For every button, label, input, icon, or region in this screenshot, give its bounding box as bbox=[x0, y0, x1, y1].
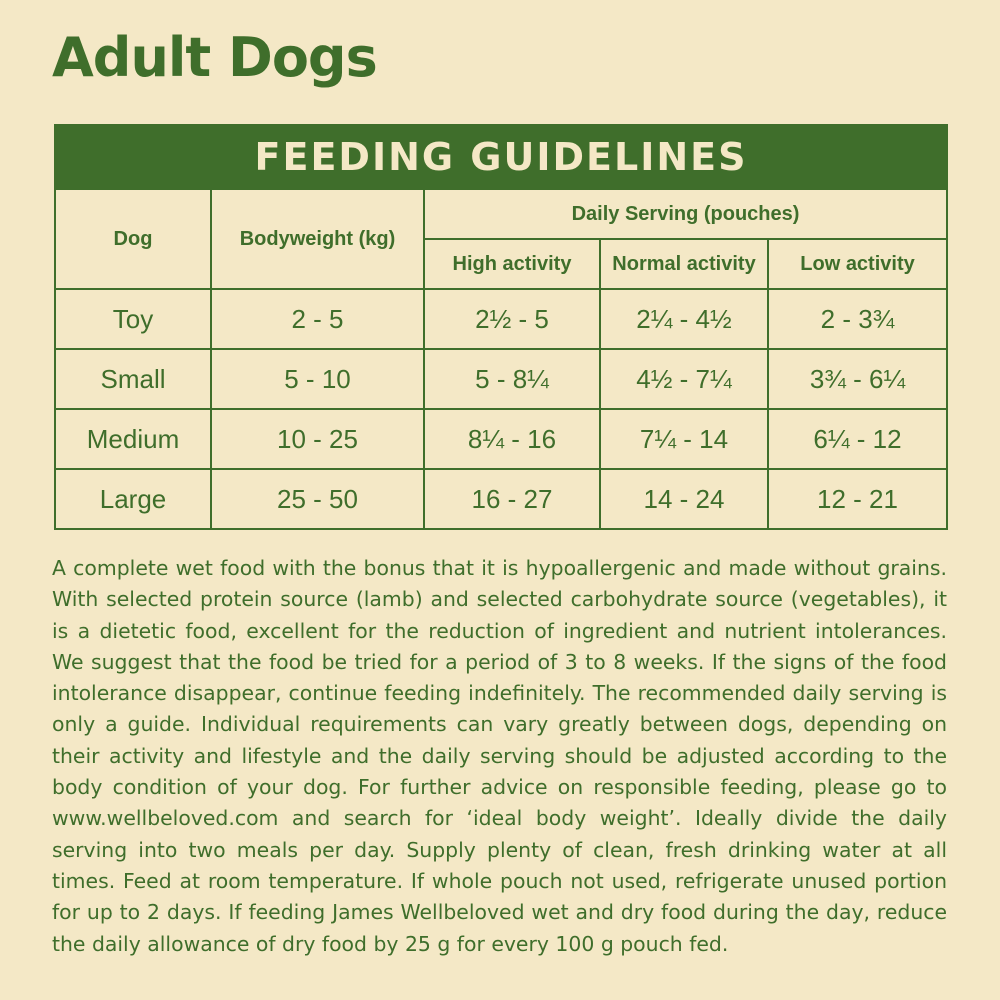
table-row bbox=[55, 289, 947, 349]
cell-low: 12 - 21 bbox=[768, 469, 947, 529]
cell-dog: Large bbox=[55, 469, 211, 529]
table-row bbox=[55, 469, 947, 529]
cell-weight: 5 - 10 bbox=[211, 349, 424, 409]
cell-high: 8¼ - 16 bbox=[424, 409, 600, 469]
cell-weight: 10 - 25 bbox=[211, 409, 424, 469]
cell-weight: 25 - 50 bbox=[211, 469, 424, 529]
cell-low: 3¾ - 6¼ bbox=[768, 349, 947, 409]
cell-high: 2½ - 5 bbox=[424, 289, 600, 349]
header-bodyweight: Bodyweight (kg) bbox=[211, 189, 424, 289]
page-title: Adult Dogs bbox=[52, 26, 377, 89]
header-daily-serving: Daily Serving (pouches) bbox=[424, 189, 947, 239]
feeding-description: A complete wet food with the bonus that it is hypoallergenic and made without grains. With selected protein source (lamb) and selected carbohydrate source (vegetables), it is a dietetic food, excellent for the reduction of ingredient and nutrient intolerances. We suggest that the food be tried for a period of 3 to 8 weeks. If the signs of the food intolerance disappear, continue feeding indefinitely. The recommended daily serving is only a guide. Individual requirements can vary greatly between dogs, depending on their activity and lifestyle and the daily serving should be adjusted according to the body condition of your dog. For further advice on responsible feeding, please go to www.wellbeloved.com and search for ‘ideal body weight’. Ideally divide the daily serving into two meals per day. Supply plenty of clean, fresh drinking water at all times. Feed at room temperature. If whole pouch not used, refrigerate unused portion for up to 2 days. If feeding James Wellbeloved wet and dry food during the day, reduce the daily allowance of dry food by 25 g for every 100 g pouch fed. bbox=[52, 556, 947, 956]
table-banner-text: FEEDING GUIDELINES bbox=[254, 135, 748, 179]
cell-high: 16 - 27 bbox=[424, 469, 600, 529]
cell-normal: 7¼ - 14 bbox=[600, 409, 768, 469]
header-low-activity: Low activity bbox=[768, 239, 947, 289]
table-row bbox=[55, 409, 947, 469]
cell-dog: Toy bbox=[55, 289, 211, 349]
cell-low: 2 - 3¾ bbox=[768, 289, 947, 349]
table-header-row bbox=[55, 189, 947, 239]
cell-normal: 14 - 24 bbox=[600, 469, 768, 529]
cell-high: 5 - 8¼ bbox=[424, 349, 600, 409]
cell-low: 6¼ - 12 bbox=[768, 409, 947, 469]
feeding-guidelines-table bbox=[54, 124, 948, 530]
table-row bbox=[55, 349, 947, 409]
table-banner-row bbox=[55, 125, 947, 189]
table-banner bbox=[55, 125, 947, 189]
cell-weight: 2 - 5 bbox=[211, 289, 424, 349]
cell-normal: 2¼ - 4½ bbox=[600, 289, 768, 349]
header-high-activity: High activity bbox=[424, 239, 600, 289]
header-dog: Dog bbox=[55, 189, 211, 289]
cell-dog: Small bbox=[55, 349, 211, 409]
header-normal-activity: Normal activity bbox=[600, 239, 768, 289]
cell-normal: 4½ - 7¼ bbox=[600, 349, 768, 409]
cell-dog: Medium bbox=[55, 409, 211, 469]
